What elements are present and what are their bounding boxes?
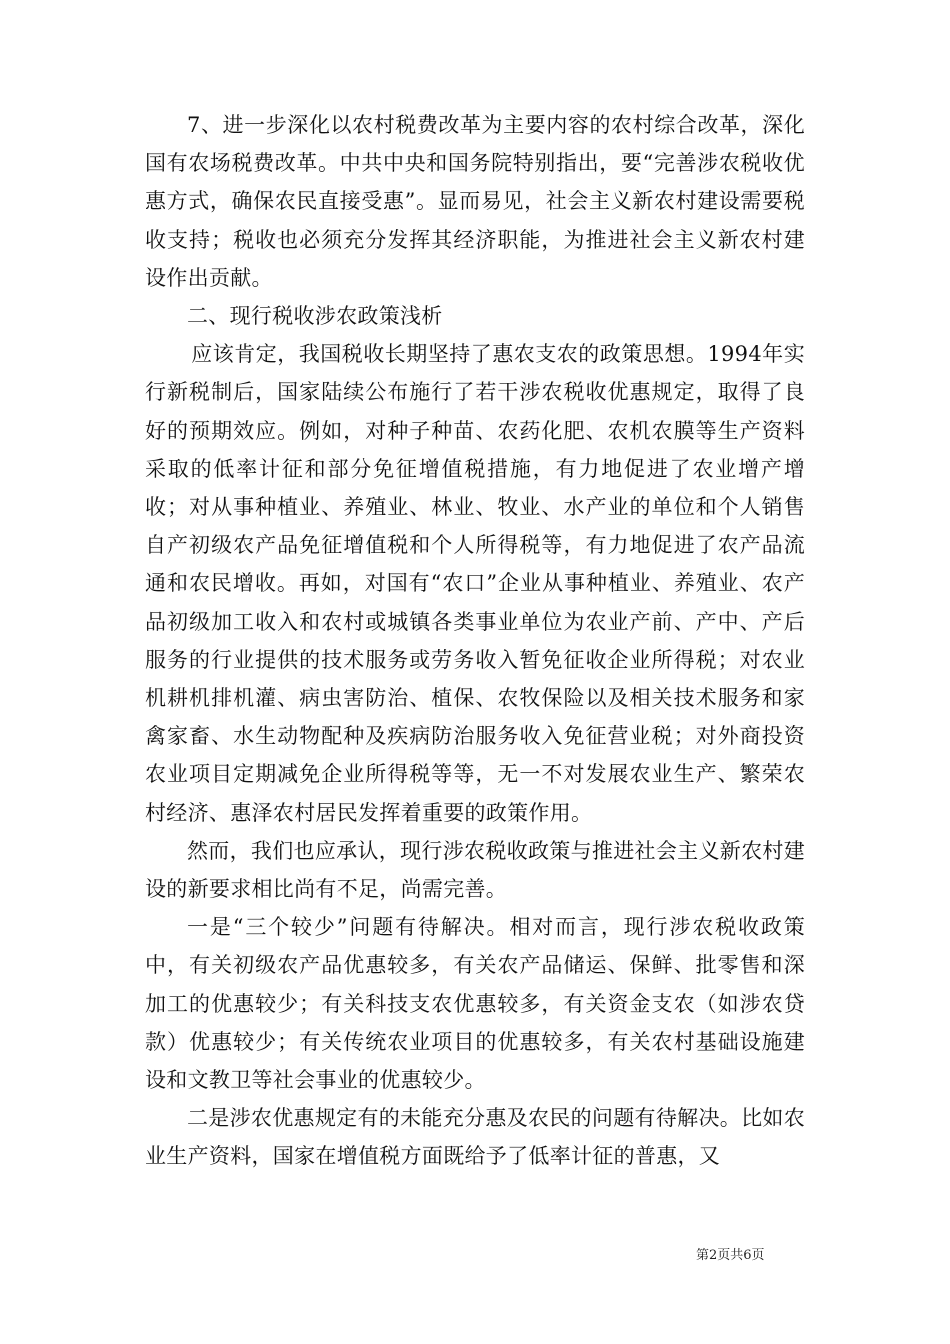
paragraph-reform-item-7: 7、进一步深化以农村税费改革为主要内容的农村综合改革，深化国有农场税费改革。中共中央和国务院特别指出，要“完善涉农税收优惠方式，确保农民直接受惠”。显而易见，社会主义新农村建设需要税收支持；税收也必须充分发挥其经济职能，为推进社会主义新农村建设作出贡献。 <box>145 113 805 290</box>
paragraph-benefit-issue: 二是涉农优惠规定有的未能充分惠及农民的问题有待解决。比如农业生产资料，国家在增值税方面既给予了低率计征的普惠，又 <box>145 1106 805 1169</box>
paragraph-three-fewer: 一是“三个较少”问题有待解决。相对而言，现行涉农税收政策中，有关初级农产品优惠较多，有关农产品储运、保鲜、批零售和深加工的优惠较少；有关科技支农优惠较多，有关资金支农（如涉农贷款）优惠较少；有关传统农业项目的优惠较多，有关农村基础设施建设和文教卫等社会事业的优惠较少。 <box>145 915 805 1093</box>
paragraph-policy-analysis: 应该肯定，我国税收长期坚持了惠农支农的政策思想。1994年实行新税制后，国家陆续公布施行了若干涉农税收优惠规定，取得了良好的预期效应。例如，对种子种苗、农药化肥、农机农膜等生产资料采取的低率计征和部分免征增值税措施，有力地促进了农业增产增收；对从事种植业、养殖业、林业、牧业、水产业的单位和个人销售自产初级农产品免征增值税和个人所得税等，有力地促进了农产品流通和农民增收。再如，对国有“农口”企业从事种植业、养殖业、农产品初级加工收入和农村或城镇各类事业单位为农业产前、产中、产后服务的行业提供的技术服务或劳务收入暂免征收企业所得税；对农业机耕机排机灌、病虫害防治、植保、农牧保险以及相关技术服务和家禽家畜、水生动物配种及疾病防治服务收入免征营业税；对外商投资农业项目定期减免企业所得税等等，无一不对发展农业生产、繁荣农村经济、惠泽农村居民发挥着重要的政策作用。 <box>145 342 805 825</box>
document-body <box>145 106 805 1176</box>
paragraph-shortcomings: 然而，我们也应承认，现行涉农税收政策与推进社会主义新农村建设的新要求相比尚有不足，尚需完善。 <box>145 838 805 902</box>
section-heading: 二、现行税收涉农政策浅析 <box>187 304 443 329</box>
page-number: 第2页共6页 <box>696 1248 765 1263</box>
